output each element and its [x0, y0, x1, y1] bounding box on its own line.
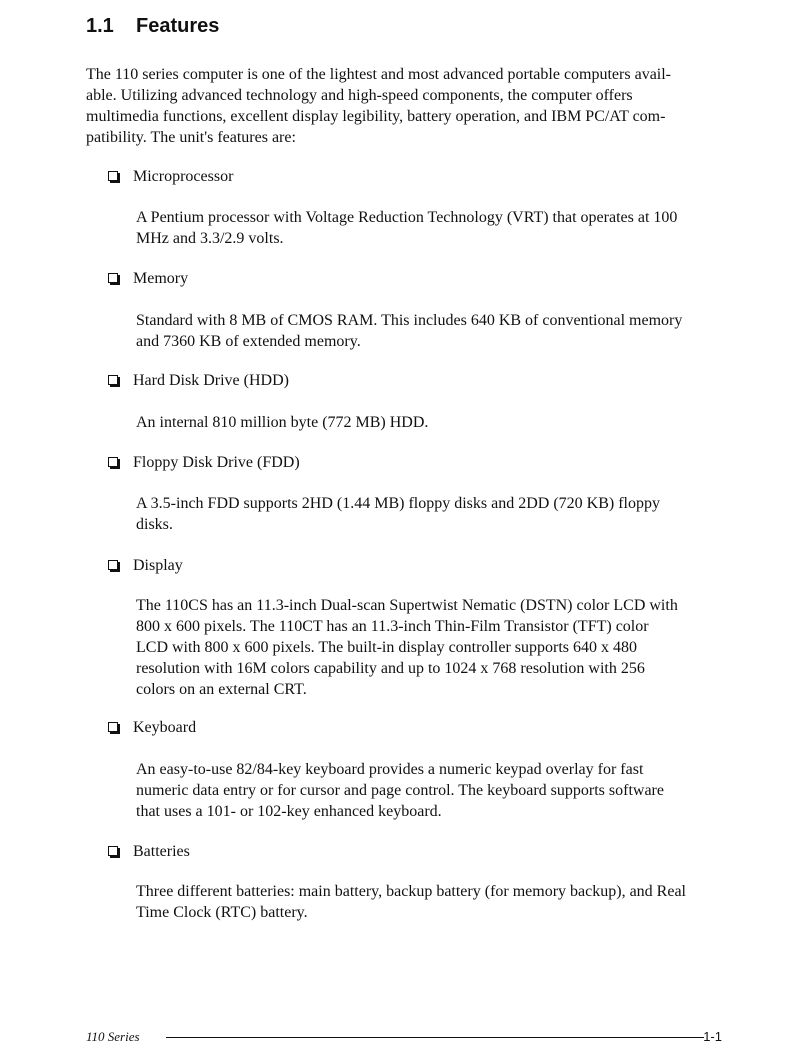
feature-heading	[108, 166, 233, 188]
feature-title: Keyboard	[133, 719, 197, 736]
feature-line: colors on an external CRT.	[136, 681, 307, 698]
page-number: 1-1	[703, 1029, 722, 1044]
feature-description	[136, 310, 736, 352]
feature-line: Time Clock (RTC) battery.	[136, 904, 308, 921]
feature-heading	[108, 555, 183, 577]
checkbox-bullet-icon	[108, 722, 118, 732]
checkbox-bullet-icon	[108, 457, 118, 467]
feature-line: 800 x 600 pixels. The 110CT has an 11.3-inch Thin-Film Transistor (TFT) color	[136, 618, 649, 635]
feature-description	[136, 412, 736, 433]
section-title: Features	[136, 15, 220, 37]
feature-line: An easy-to-use 82/84-key keyboard provides a numeric keypad overlay for fast	[136, 761, 644, 778]
feature-line: The 110CS has an 11.3-inch Dual-scan Supertwist Nematic (DSTN) color LCD with	[136, 597, 678, 614]
feature-title: Hard Disk Drive (HDD)	[133, 372, 289, 389]
section-number: 1.1	[86, 15, 114, 37]
feature-description	[136, 595, 736, 700]
checkbox-bullet-icon	[108, 171, 118, 181]
feature-description	[136, 881, 736, 923]
checkbox-bullet-icon	[108, 846, 118, 856]
checkbox-bullet-icon	[108, 375, 118, 385]
checkbox-bullet-icon	[108, 560, 118, 570]
intro-line: patibility. The unit's features are:	[86, 129, 296, 146]
intro-paragraph	[86, 64, 736, 148]
feature-line: An internal 810 million byte (772 MB) HDD.	[136, 414, 429, 431]
feature-line: numeric data entry or for cursor and page control. The keyboard supports software	[136, 782, 664, 799]
feature-description	[136, 207, 736, 249]
feature-line: and 7360 KB of extended memory.	[136, 333, 361, 350]
section-heading	[86, 12, 219, 40]
feature-line: resolution with 16M colors capability and up to 1024 x 768 resolution with 256	[136, 660, 645, 677]
feature-heading	[108, 841, 190, 863]
feature-title: Batteries	[133, 843, 190, 860]
feature-line: LCD with 800 x 600 pixels. The built-in display controller supports 640 x 480	[136, 639, 637, 656]
feature-title: Floppy Disk Drive (FDD)	[133, 454, 300, 471]
feature-heading	[108, 717, 196, 739]
feature-description	[136, 493, 736, 535]
checkbox-bullet-icon	[108, 273, 118, 283]
feature-line: that uses a 101- or 102-key enhanced keyboard.	[136, 803, 442, 820]
feature-heading	[108, 370, 289, 392]
feature-line: MHz and 3.3/2.9 volts.	[136, 230, 284, 247]
intro-line: able. Utilizing advanced technology and high-speed components, the computer offers	[86, 87, 633, 104]
feature-title: Display	[133, 557, 183, 574]
intro-line: The 110 series computer is one of the lightest and most advanced portable computers avail-	[86, 66, 672, 83]
feature-heading	[108, 268, 188, 290]
feature-description	[136, 759, 736, 822]
footer-divider	[166, 1037, 704, 1038]
feature-line: A Pentium processor with Voltage Reduction Technology (VRT) that operates at 100	[136, 209, 678, 226]
feature-line: disks.	[136, 516, 173, 533]
footer-series-label: 110 Series	[86, 1029, 140, 1044]
feature-line: Three different batteries: main battery, backup battery (for memory backup), and Real	[136, 883, 686, 900]
feature-line: A 3.5-inch FDD supports 2HD (1.44 MB) floppy disks and 2DD (720 KB) floppy	[136, 495, 660, 512]
feature-title: Memory	[133, 270, 189, 287]
feature-title: Microprocessor	[133, 168, 234, 185]
feature-heading	[108, 452, 300, 474]
feature-line: Standard with 8 MB of CMOS RAM. This includes 640 KB of conventional memory	[136, 312, 683, 329]
intro-line: multimedia functions, excellent display legibility, battery operation, and IBM PC/AT com-	[86, 108, 666, 125]
